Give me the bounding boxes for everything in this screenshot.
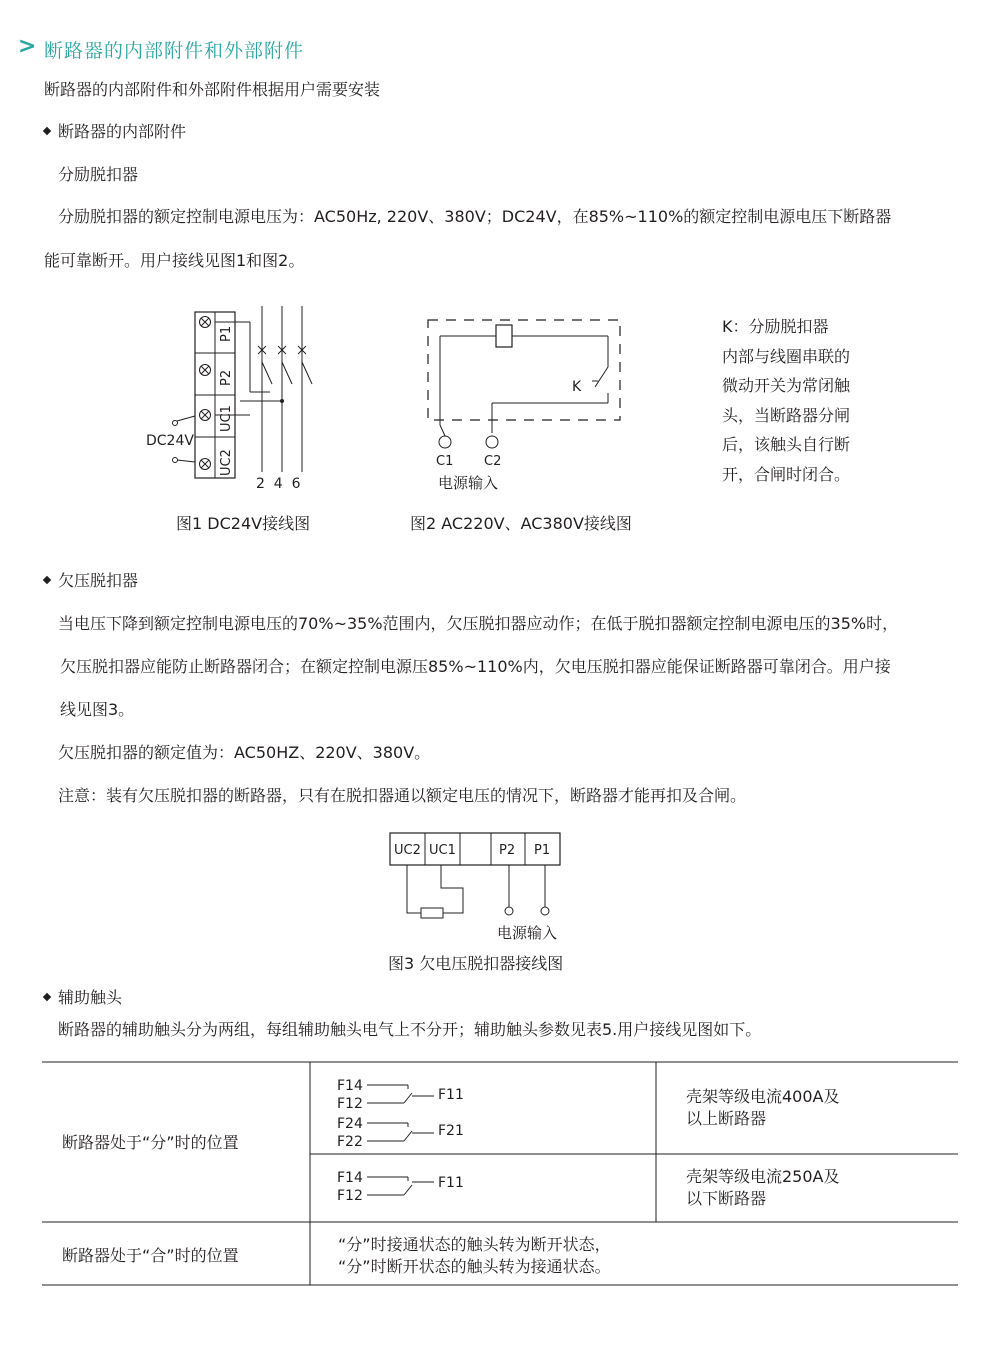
terminal-label: UC1: [429, 843, 456, 858]
note-line: K：分励脱扣器: [722, 317, 829, 336]
contact-group-2: [337, 1170, 464, 1204]
auxiliary-paragraph: 断路器的辅助触头分为两组，每组辅助触头电气上不分开；辅助触头参数见表5.用户接线见图如下。: [58, 1020, 762, 1039]
contact-group-1: [337, 1078, 464, 1150]
group2-description: 以下断路器: [686, 1189, 767, 1208]
group2-description: 壳架等级电流250A及: [686, 1167, 840, 1186]
row2-label: 断路器处于“合”时的位置: [62, 1246, 239, 1265]
group1-description: 以上断路器: [686, 1109, 767, 1128]
coil-icon: [496, 325, 512, 347]
terminal-screw-icon: [200, 410, 211, 421]
contact-label: F12: [337, 1188, 363, 1204]
breaker-outline-dashed: [428, 320, 620, 420]
diamond-bullet-icon: [43, 993, 51, 1001]
terminal-label: P2: [499, 843, 516, 858]
contact-label: F14: [337, 1078, 363, 1094]
section-title: 断路器的内部附件和外部附件: [44, 40, 305, 62]
contact-label: F11: [438, 1175, 464, 1191]
internal-heading-label: 断路器的内部附件: [58, 122, 187, 141]
figure2-diagram: [420, 305, 640, 500]
undervoltage-rated: 欠压脱扣器的额定值为：AC50HZ、220V、380V。: [58, 743, 431, 762]
shunt-subheading: 分励脱扣器: [58, 165, 139, 184]
figure2-caption: 图2 AC220V、AC380V接线图: [410, 514, 632, 533]
group1-description: 壳架等级电流400A及: [686, 1087, 840, 1106]
row2-description: “分”时接通状态的触头转为断开状态，: [338, 1235, 611, 1254]
undervoltage-heading-label: 欠压脱扣器: [58, 571, 139, 590]
undervoltage-note: 注意：装有欠压脱扣器的断路器，只有在脱扣器通以额定电压的情况下，断路器才能再扣及合闸。: [58, 786, 747, 805]
terminal-label: P2: [219, 369, 234, 386]
undervoltage-paragraph-line3: 线见图3。: [60, 700, 135, 719]
terminal-label: UC1: [219, 405, 234, 432]
auxiliary-heading-label: 辅助触头: [58, 988, 123, 1007]
contact-label: F24: [337, 1116, 363, 1132]
diamond-bullet-icon: [43, 576, 51, 584]
row1-label: 断路器处于“分”时的位置: [62, 1133, 239, 1152]
resistor-icon: [421, 908, 443, 918]
terminal-screw-icon: [200, 365, 211, 376]
c1-label: C1: [436, 454, 454, 469]
intro-text: 断路器的内部附件和外部附件根据用户需要安装: [44, 80, 381, 99]
note-line: 内部与线圈串联的: [722, 346, 851, 366]
figure3-diagram: [385, 830, 585, 945]
note-line: 后，该触头自行断: [722, 435, 851, 454]
power-input-label: 电源输入: [438, 474, 499, 492]
contact-label: F14: [337, 1170, 363, 1186]
contact-label: F21: [438, 1123, 464, 1139]
supply-label: DC24V: [146, 433, 194, 449]
terminal-label: UC2: [394, 843, 421, 858]
row2-description: “分”时断开状态的触头转为接通状态。: [338, 1257, 611, 1276]
undervoltage-paragraph-line1: 当电压下降到额定控制电源电压的70%~35%范围内，欠压脱扣器应动作；在低于脱扣器额定控制电源电压的35%时，: [58, 614, 899, 633]
undervoltage-paragraph-line2: 欠压脱扣器应能防止断路器闭合；在额定控制电源压85%~110%内，欠电压脱扣器应能保证断路器可靠闭合。用户接: [60, 657, 891, 676]
shunt-paragraph-line2: 能可靠断开。用户接线见图1和图2。: [44, 251, 305, 270]
internal-heading: [44, 122, 186, 142]
note-line: 头，当断路器分闸: [722, 405, 851, 425]
figure1-caption: 图1 DC24V接线图: [176, 514, 311, 533]
terminal-screw-icon: [200, 459, 211, 470]
pole-numbers: 2 4 6: [256, 476, 301, 492]
auxiliary-heading: [44, 988, 122, 1008]
terminal-label: UC2: [219, 449, 234, 476]
note-line: 开，合闸时闭合。: [722, 464, 851, 484]
power-input-label: 电源输入: [497, 924, 558, 942]
figure3-caption: 图3 欠电压脱扣器接线图: [388, 954, 564, 973]
shunt-note: [722, 312, 850, 489]
terminal-screw-icon: [200, 317, 211, 328]
shunt-paragraph-line1: 分励脱扣器的额定控制电源电压为：AC50Hz, 220V、380V；DC24V，在85%~110%的额定控制电源电压下断路器: [58, 207, 892, 226]
contact-label: F11: [438, 1087, 464, 1103]
note-line: 微动开关为常闭触: [722, 376, 851, 395]
undervoltage-heading: [44, 571, 138, 591]
chevron-right-icon: >: [18, 34, 37, 59]
contact-label: F22: [337, 1134, 363, 1150]
contact-label: F12: [337, 1096, 363, 1112]
c2-label: C2: [484, 454, 502, 469]
k-label: K: [572, 379, 582, 395]
diamond-bullet-icon: [43, 127, 51, 135]
terminal-label: P1: [219, 325, 234, 342]
auxiliary-table: [42, 1061, 958, 1286]
figure1-diagram: [120, 300, 340, 495]
terminal-label: P1: [534, 843, 551, 858]
